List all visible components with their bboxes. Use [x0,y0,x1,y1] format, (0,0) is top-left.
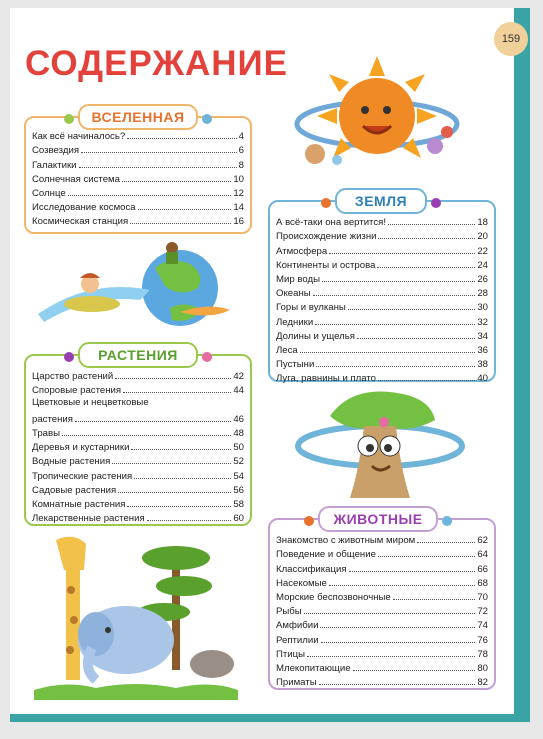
toc-leader [62,435,231,436]
toc-entry-label: Лекарственные растения [32,513,145,525]
toc-leader [115,378,231,379]
toc-entry-page: 62 [477,535,488,547]
toc-list-zemlya [276,214,488,384]
toc-entry-page: 42 [233,371,244,383]
tree-planet-illustration [290,386,470,504]
toc-entry-page: 26 [477,273,488,285]
toc-entry[interactable] [32,396,244,424]
toc-leader [130,223,231,224]
toc-entry[interactable] [276,257,488,271]
toc-entry[interactable] [276,370,488,384]
toc-entry-page: 34 [477,330,488,342]
toc-leader [112,463,231,464]
toc-entry[interactable] [32,439,244,453]
toc-leader [313,295,476,296]
toc-entry-page: 50 [233,442,244,454]
toc-entry-label: Комнатные растения [32,498,126,510]
toc-entry-label: Океаны [276,288,311,300]
toc-entry[interactable] [32,199,244,213]
toc-entry[interactable] [32,142,244,156]
toc-entry[interactable] [32,382,244,396]
toc-entry-label: Царство растений [32,371,114,383]
toc-entry-page: 72 [477,606,488,618]
toc-entry[interactable] [32,425,244,439]
heading-rasteniya-text: РАСТЕНИЯ [98,347,178,363]
toc-entry-page: 56 [233,484,244,496]
toc-entry-label: Насекомые [276,577,327,589]
toc-entry[interactable] [32,185,244,199]
toc-entry[interactable] [32,510,244,524]
toc-leader [147,520,232,521]
toc-leader [378,238,475,239]
toc-leader [316,366,475,367]
bullet-icon [442,516,452,526]
toc-entry-page: 8 [238,159,244,171]
toc-entry-label: Млекопитающие [276,662,351,674]
toc-entry-label: Исследование космоса [32,202,136,214]
toc-leader [349,571,476,572]
toc-leader [388,224,475,225]
toc-entry-page: 58 [233,498,244,510]
toc-entry-page: 24 [477,259,488,271]
bullet-icon [202,114,212,124]
toc-entry[interactable] [276,328,488,342]
toc-entry[interactable] [32,128,244,142]
toc-entry-page: 68 [477,577,488,589]
toc-entry[interactable] [32,213,244,227]
sun-illustration [285,54,470,178]
toc-entry-page: 16 [233,216,244,228]
toc-entry-label: Космическая станция [32,216,129,228]
toc-entry-page: 46 [233,413,244,425]
toc-leader [378,380,475,381]
toc-entry-label: Ледники [276,316,314,328]
section-vselennaya [24,116,252,234]
toc-entry-page: 22 [477,245,488,257]
toc-list-vselennaya [32,128,244,227]
toc-entry-page: 6 [238,145,244,157]
toc-leader [320,627,475,628]
page-number: 159 [494,22,528,56]
bullet-icon [202,352,212,362]
toc-entry[interactable] [276,646,488,660]
toc-entry-label: Классификация [276,563,347,575]
page-title: СОДЕРЖАНИЕ [25,44,289,83]
toc-leader [393,599,476,600]
toc-leader [123,392,231,393]
toc-leader [304,613,476,614]
toc-entry-page: 66 [477,563,488,575]
toc-leader [127,138,236,139]
toc-entry-page: 76 [477,634,488,646]
toc-leader [118,492,231,493]
page-bottom-edge [10,714,530,722]
toc-entry-label: Солнце [32,187,66,199]
toc-entry[interactable] [276,617,488,631]
toc-entry[interactable] [276,285,488,299]
heading-zemlya-text: ЗЕМЛЯ [354,193,408,209]
toc-entry[interactable] [32,453,244,467]
toc-entry-page: 64 [477,549,488,561]
earth-kid-illustration [30,238,242,338]
toc-leader [122,181,231,182]
toc-entry-label: Деревья и кустарники [32,442,130,454]
toc-entry-page: 32 [477,316,488,328]
toc-leader [300,352,476,353]
toc-list-rasteniya [32,368,244,524]
section-zhivotnye [268,518,496,690]
toc-leader [378,556,475,557]
toc-leader [357,338,475,339]
heading-rasteniya [78,342,198,368]
toc-entry-page: 20 [477,231,488,243]
toc-entry[interactable] [276,603,488,617]
toc-entry[interactable] [276,299,488,313]
toc-leader [131,449,231,450]
toc-entry-label: Травы [32,427,60,439]
toc-entry-label: Рыбы [276,606,302,618]
toc-entry-label: Созвездия [32,145,80,157]
heading-zhivotnye [318,506,438,532]
toc-leader [79,167,237,168]
toc-entry-label: Приматы [276,677,317,689]
toc-entry-label: Леса [276,344,298,356]
toc-entry[interactable] [32,368,244,382]
toc-entry-label: Морские беспозвоночные [276,591,391,603]
bullet-icon [64,352,74,362]
toc-entry-page: 28 [477,288,488,300]
toc-entry-page: 14 [233,202,244,214]
toc-entry-label: Тропические растения [32,470,133,482]
toc-entry-page: 30 [477,302,488,314]
section-rasteniya [24,354,252,526]
toc-leader [319,684,476,685]
bullet-icon [431,198,441,208]
toc-leader [81,152,237,153]
toc-entry-label: Как всё начиналось? [32,131,126,143]
toc-entry-label: Споровые растения [32,385,122,397]
toc-entry-label: Происхождение жизни [276,231,377,243]
toc-entry[interactable] [276,356,488,370]
heading-zhivotnye-text: ЖИВОТНЫЕ [333,511,423,527]
toc-entry[interactable] [276,560,488,574]
toc-entry[interactable] [276,313,488,327]
toc-list-zhivotnye [276,532,488,688]
toc-entry-page: 78 [477,648,488,660]
toc-leader [417,542,475,543]
toc-entry-page: 74 [477,620,488,632]
toc-entry[interactable] [276,271,488,285]
giraffe-elephant-illustration [26,530,244,700]
toc-leader [329,253,475,254]
toc-entry-label: Поведение и общение [276,549,376,561]
toc-entry-page: 82 [477,677,488,689]
toc-entry-page: 60 [233,513,244,525]
toc-entry-label-cont: растения [32,413,73,425]
toc-entry-label: Солнечная система [32,173,120,185]
toc-entry[interactable] [32,496,244,510]
toc-entry-label: Амфибии [276,620,319,632]
toc-leader [75,421,231,422]
toc-leader [348,309,476,310]
toc-entry[interactable] [276,532,488,546]
page-side-edge [514,8,530,722]
toc-leader [329,585,475,586]
toc-leader [322,281,475,282]
toc-entry-label: Рептилии [276,634,319,646]
toc-leader [134,478,231,479]
toc-entry-label: Цветковые и нецветковые [32,397,149,409]
toc-entry-page: 70 [477,591,488,603]
toc-entry[interactable] [276,660,488,674]
toc-entry-label: А всё-таки она вертится! [276,217,387,229]
heading-vselennaya-text: ВСЕЛЕННАЯ [91,109,185,125]
toc-entry-label: Луга, равнины и плато [276,373,377,385]
toc-entry[interactable] [32,482,244,496]
toc-entry[interactable] [276,242,488,256]
toc-leader [127,506,231,507]
toc-entry[interactable] [32,467,244,481]
toc-entry-label: Континенты и острова [276,259,376,271]
toc-entry[interactable] [276,546,488,560]
toc-leader [307,656,475,657]
section-zemlya [268,200,496,385]
toc-leader [377,267,475,268]
toc-entry-label: Знакомство с животным миром [276,535,416,547]
toc-entry[interactable] [276,575,488,589]
toc-entry[interactable] [276,631,488,645]
toc-entry[interactable] [276,214,488,228]
toc-entry-page: 36 [477,344,488,356]
toc-entry-page: 54 [233,470,244,482]
toc-entry-label: Мир воды [276,273,320,285]
toc-entry-label: Садовые растения [32,484,117,496]
toc-entry[interactable] [276,228,488,242]
toc-entry-label: Горы и вулканы [276,302,346,314]
heading-vselennaya [78,104,198,130]
toc-entry-page: 40 [477,373,488,385]
toc-entry-page: 10 [233,173,244,185]
toc-entry-label: Галактики [32,159,77,171]
toc-entry-label: Птицы [276,648,306,660]
toc-entry-page: 18 [477,217,488,229]
toc-entry-page: 52 [233,456,244,468]
toc-entry[interactable] [32,171,244,185]
toc-entry[interactable] [276,342,488,356]
bullet-icon [64,114,74,124]
toc-entry-page: 38 [477,359,488,371]
toc-leader [353,670,476,671]
toc-entry-label: Водные растения [32,456,111,468]
toc-entry-page: 12 [233,187,244,199]
toc-entry[interactable] [32,156,244,170]
bullet-icon [304,516,314,526]
toc-entry-label: Долины и ущелья [276,330,355,342]
toc-entry-label: Атмосфера [276,245,328,257]
toc-leader [315,324,475,325]
toc-entry-page: 44 [233,385,244,397]
toc-entry[interactable] [276,589,488,603]
heading-zemlya [335,188,427,214]
toc-entry-label: Пустыни [276,359,315,371]
toc-leader [138,209,232,210]
bullet-icon [321,198,331,208]
toc-leader [68,195,232,196]
toc-entry-page: 80 [477,662,488,674]
toc-entry-page: 4 [238,131,244,143]
toc-leader [321,642,476,643]
toc-entry-page: 48 [233,427,244,439]
toc-entry[interactable] [276,674,488,688]
